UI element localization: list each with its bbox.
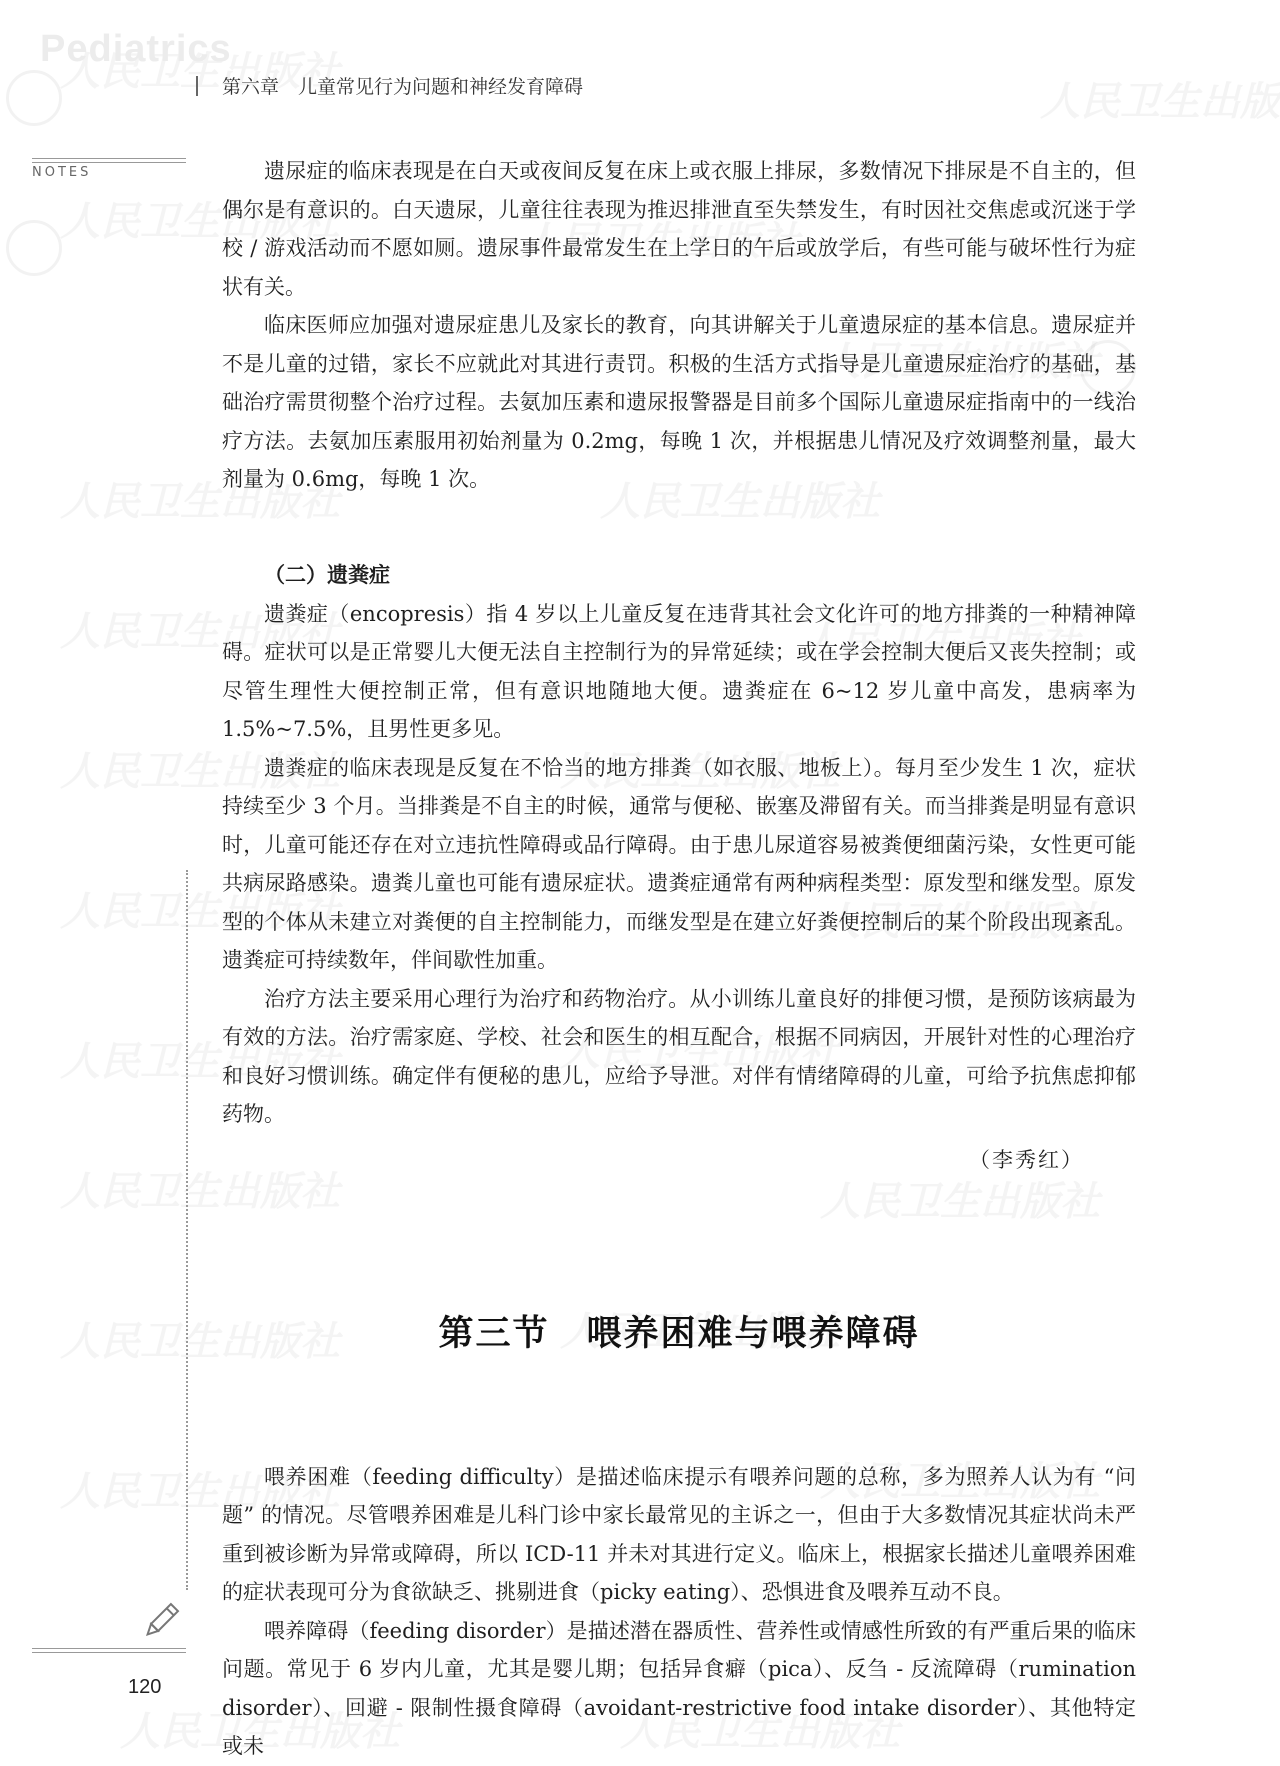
- page-number: 120: [128, 1676, 162, 1698]
- body-paragraph: 喂养困难（feeding difficulty）是描述临床提示有喂养问题的总称，多为照养人认为有 “问题” 的情况。尽管喂养困难是儿科门诊中家长最常见的主诉之一，但由于大多数情况其症状尚未严重到被诊断为异常或障碍，所以 ICD-11 并未对其进行定义。临床上，根据家长描述儿童喂养困难的症状表现可分为食欲缺乏、挑剔进食（picky eating）、恐惧进食及喂养互动不良。: [222, 1464, 1136, 1604]
- notes-top-rule: [32, 158, 186, 159]
- subsection-heading: （二）遗粪症: [264, 562, 390, 587]
- notes-label: NOTES: [32, 165, 92, 180]
- notes-bottom-rule: [32, 1648, 186, 1649]
- author-credit: （李秀红）: [969, 1147, 1084, 1172]
- main-content: [222, 152, 1136, 1766]
- book-logo: Pediatrics: [40, 28, 232, 70]
- notes-top-rule: [32, 162, 186, 163]
- notes-bottom-rule: [32, 1652, 186, 1653]
- body-paragraph: 遗粪症的临床表现是反复在不恰当的地方排粪（如衣服、地板上）。每月至少发生 1 次，症状持续至少 3 个月。当排粪是不自主的时候，通常与便秘、嵌塞及滞留有关。而当排粪是明显有意识时，儿童可能还存在对立违抗性障碍或品行障碍。由于患儿尿道容易被粪便细菌污染，女性更可能共病尿路感染。遗粪儿童也可能有遗尿症状。遗粪症通常有两种病程类型：原发型和继发型。原发型的个体从未建立对粪便的自主控制能力，而继发型是在建立好粪便控制后的某个阶段出现紊乱。遗粪症可持续数年，伴间歇性加重。: [222, 755, 1136, 972]
- running-header-chapter: 第六章 儿童常见行为问题和神经发育障碍: [222, 76, 584, 98]
- pencil-icon: [140, 1600, 182, 1642]
- section-title: 第三节 喂养困难与喂养障碍: [438, 1313, 920, 1354]
- watermark-seal: [6, 220, 62, 276]
- body-paragraph: 遗粪症（encopresis）指 4 岁以上儿童反复在违背其社会文化许可的地方排粪的一种精神障碍。症状可以是正常婴儿大便无法自主控制行为的异常延续；或在学会控制大便后又丧失控制；或尽管生理性大便控制正常，但有意识地随地大便。遗粪症在 6~12 岁儿童中高发，患病率为 1.5%~7.5%，且男性更多见。: [222, 601, 1136, 741]
- watermark: [1040, 70, 1280, 127]
- body-paragraph: 临床医师应加强对遗尿症患儿及家长的教育，向其讲解关于儿童遗尿症的基本信息。遗尿症并不是儿童的过错，家长不应就此对其进行责罚。积极的生活方式指导是儿童遗尿症治疗的基础，基础治疗需贯彻整个治疗过程。去氨加压素和遗尿报警器是目前多个国际儿童遗尿症指南中的一线治疗方法。去氨加压素服用初始剂量为 0.2mg，每晚 1 次，并根据患儿情况及疗效调整剂量，最大剂量为 0.6mg，每晚 1 次。: [222, 313, 1136, 491]
- body-paragraph: 遗尿症的临床表现是在白天或夜间反复在床上或衣服上排尿，多数情况下排尿是不自主的，但偶尔是有意识的。白天遗尿，儿童往往表现为推迟排泄直至失禁发生，有时因社交焦虑或沉迷于学校 / 游戏活动而不愿如厕。遗尿事件最常发生在上学日的午后或放学后，有些可能与破坏性行为症状有关。: [222, 159, 1137, 299]
- body-paragraph: 治疗方法主要采用心理行为治疗和药物治疗。从小训练儿童良好的排便习惯，是预防该病最为有效的方法。治疗需家庭、学校、社会和医生的相互配合，根据不同病因，开展针对性的心理治疗和良好习惯训练。确定伴有便秘的患儿，应给予导泄。对伴有情绪障碍的儿童，可给予抗焦虑抑郁药物。: [222, 986, 1136, 1126]
- header-divider: [196, 76, 198, 96]
- body-paragraph: 喂养障碍（feeding disorder）是描述潜在器质性、营养性或情感性所致的有严重后果的临床问题。常见于 6 岁内儿童，尤其是婴儿期；包括异食癖（pica）、反刍 - 反流障碍（rumination disorder）、回避 - 限制性摄食障碍（avoidant-restrictive food intake disorder）、其他特定或未: [222, 1618, 1136, 1758]
- watermark-seal: [6, 70, 62, 126]
- margin-dotted-line: [186, 870, 188, 1590]
